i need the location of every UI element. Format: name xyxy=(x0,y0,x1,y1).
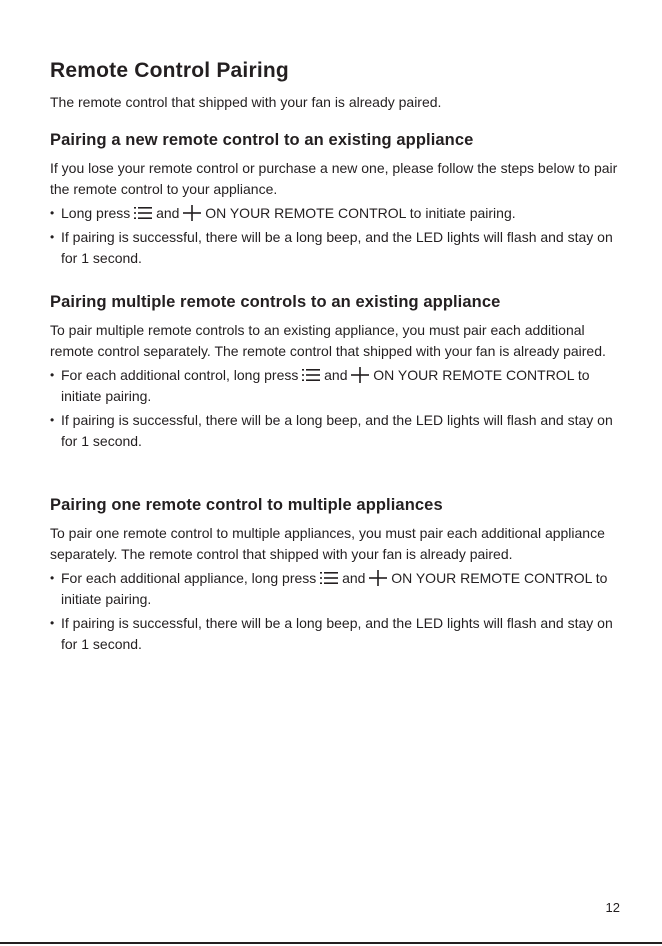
plus-icon xyxy=(183,205,201,221)
page-title: Remote Control Pairing xyxy=(50,59,289,82)
bullet-text: If pairing is successful, there will be a long beep, and the LED lights will flash and stay on for 1 second. xyxy=(61,412,613,449)
section-paragraph: To pair multiple remote controls to an existing appliance, you must pair each additional remote control separately. The remote control that shipped with your fan is already paired. xyxy=(50,322,606,359)
bullet-text-and: and xyxy=(342,570,366,586)
list-item xyxy=(50,227,630,269)
list-item xyxy=(50,613,630,655)
list-item xyxy=(50,365,630,407)
bullet-text: If pairing is successful, there will be a long beep, and the LED lights will flash and stay on for 1 second. xyxy=(61,229,613,266)
menu-lines-icon xyxy=(302,367,320,383)
bullet-text-after: ON YOUR REMOTE CONTROL to initiate pairing. xyxy=(205,205,516,221)
section-new-remote xyxy=(50,129,630,272)
plus-icon xyxy=(351,367,369,383)
instruction-list xyxy=(50,568,630,655)
menu-lines-icon xyxy=(320,570,338,586)
page-content xyxy=(50,56,630,652)
bullet-glyph: • xyxy=(50,230,55,244)
menu-lines-icon xyxy=(134,205,152,221)
intro-text: The remote control that shipped with your fan is already paired. xyxy=(50,94,442,110)
bullet-glyph: • xyxy=(50,206,55,220)
section-paragraph: If you lose your remote control or purchase a new one, please follow the steps below to pair the remote control to your appliance. xyxy=(50,160,618,197)
bullet-text-before: Long press xyxy=(61,205,131,221)
bullet-glyph: • xyxy=(50,616,55,630)
bullet-text-before: For each additional control, long press xyxy=(61,367,299,383)
bullet-text-and: and xyxy=(324,367,348,383)
bullet-glyph: • xyxy=(50,368,55,382)
bullet-glyph: • xyxy=(50,413,55,427)
section-heading: Pairing a new remote control to an existing appliance xyxy=(50,131,474,149)
list-item xyxy=(50,203,630,224)
list-item xyxy=(50,568,630,610)
section-heading: Pairing multiple remote controls to an existing appliance xyxy=(50,293,501,311)
section-multiple-remotes xyxy=(50,291,630,455)
bullet-text-before: For each additional appliance, long press xyxy=(61,570,317,586)
list-item xyxy=(50,410,630,452)
instruction-list xyxy=(50,203,630,269)
section-heading: Pairing one remote control to multiple appliances xyxy=(50,496,443,514)
bullet-text-after: ON YOUR REMOTE CONTROL to initiate pairing. xyxy=(61,570,608,607)
section-one-remote-multiple-appliances xyxy=(50,494,630,658)
bullet-text: If pairing is successful, there will be a long beep, and the LED lights will flash and stay on for 1 second. xyxy=(61,615,613,652)
bullet-glyph: • xyxy=(50,571,55,585)
bullet-text-and: and xyxy=(156,205,180,221)
page-number: 12 xyxy=(605,900,620,915)
bottom-divider xyxy=(0,942,662,944)
plus-icon xyxy=(369,570,387,586)
instruction-list xyxy=(50,365,630,452)
bullet-text-after: ON YOUR REMOTE CONTROL to initiate pairing. xyxy=(61,367,590,404)
section-paragraph: To pair one remote control to multiple appliances, you must pair each additional appliance separately. The remote control that shipped with your fan is already paired. xyxy=(50,525,605,562)
